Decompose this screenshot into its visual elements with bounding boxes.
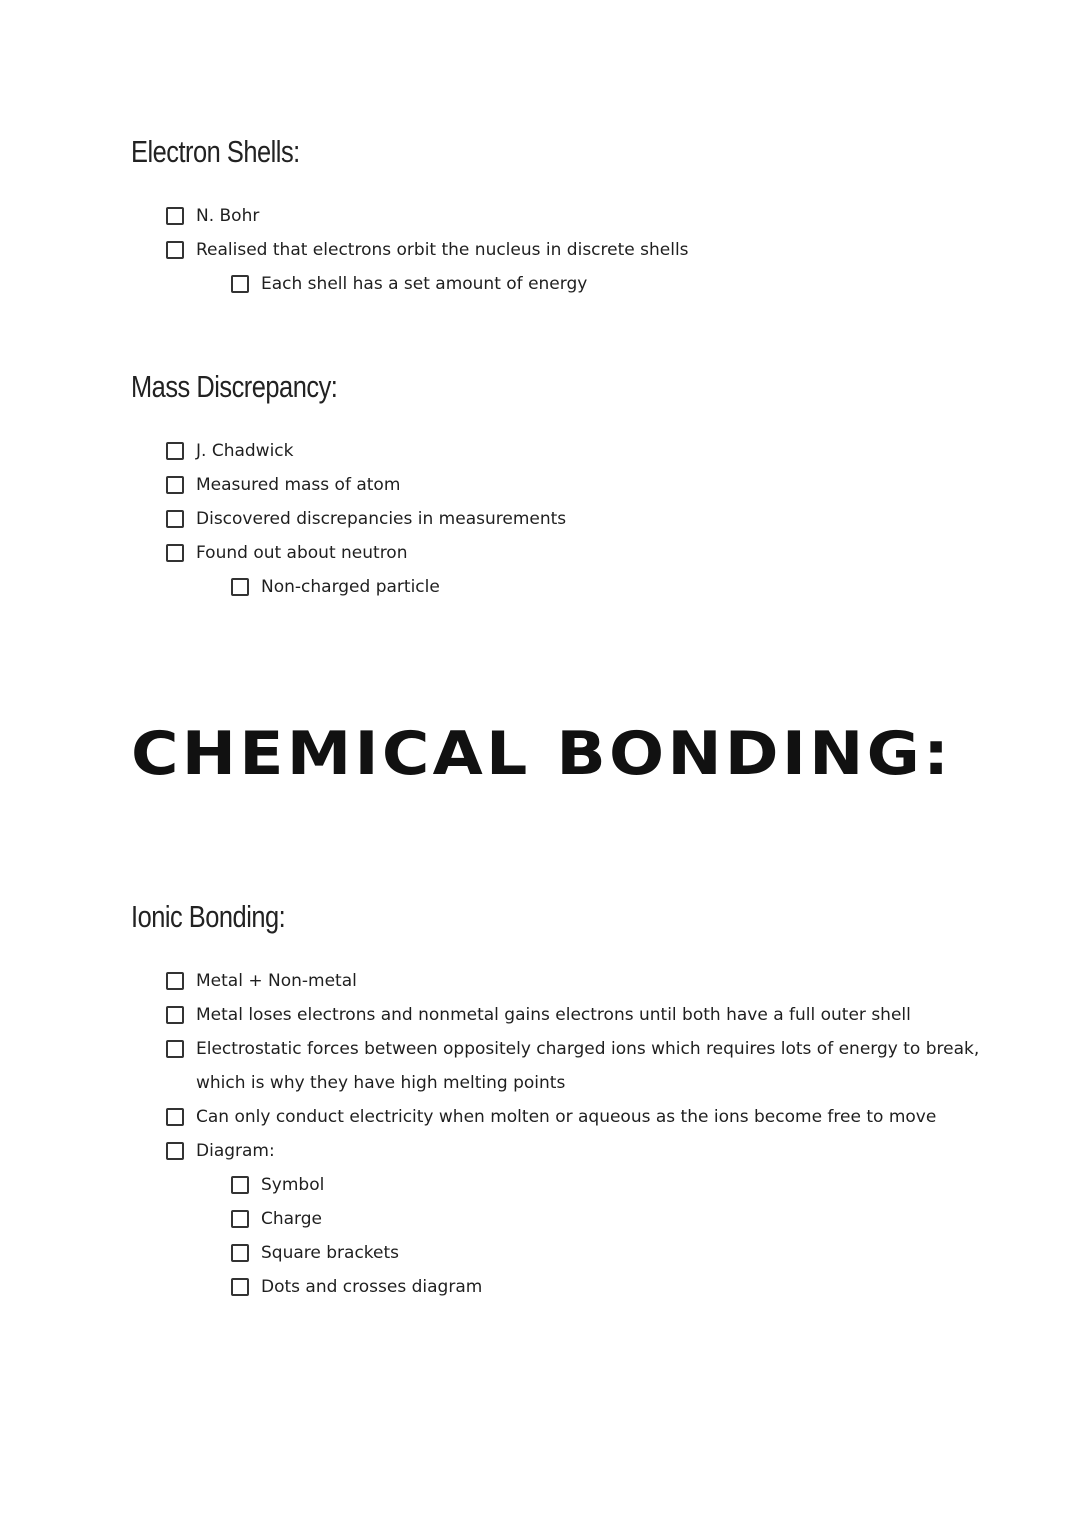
heading-ionic-bonding: Ionic Bonding: — [131, 899, 286, 934]
page-title-chemical-bonding: CHEMICAL BONDING: — [131, 719, 953, 789]
checkbox-unchecked-icon[interactable] — [231, 1210, 249, 1228]
checklist-item-label: Diagram: — [196, 1141, 275, 1161]
checkbox-unchecked-icon[interactable] — [166, 207, 184, 225]
checklist-item-label: Metal + Non-metal — [196, 971, 357, 991]
checkbox-unchecked-icon[interactable] — [166, 241, 184, 259]
checkbox-unchecked-icon[interactable] — [166, 972, 184, 990]
checklist-item-label: Discovered discrepancies in measurements — [196, 509, 567, 529]
checkbox-unchecked-icon[interactable] — [166, 510, 184, 528]
checklist-item-label: Can only conduct electricity when molten or aqueous as the ions become free to move — [196, 1107, 937, 1127]
heading-electron-shells: Electron Shells: — [131, 134, 300, 169]
checkbox-unchecked-icon[interactable] — [166, 1040, 184, 1058]
checklist-item-label: Dots and crosses diagram — [261, 1277, 483, 1297]
heading-mass-discrepancy: Mass Discrepancy: — [131, 369, 338, 404]
checklist-item-label: Square brackets — [261, 1243, 400, 1263]
checklist-item-label: Metal loses electrons and nonmetal gains electrons until both have a full outer shell — [196, 1005, 911, 1025]
checkbox-unchecked-icon[interactable] — [231, 1244, 249, 1262]
checkbox-unchecked-icon[interactable] — [166, 476, 184, 494]
checklist-item-label: Charge — [261, 1209, 323, 1229]
checkbox-unchecked-icon[interactable] — [231, 1176, 249, 1194]
checkbox-unchecked-icon[interactable] — [231, 1278, 249, 1296]
checkbox-unchecked-icon[interactable] — [166, 544, 184, 562]
checklist-item-label: Non-charged particle — [261, 577, 440, 597]
checklist-item-label: Symbol — [261, 1175, 325, 1195]
checkbox-unchecked-icon[interactable] — [231, 275, 249, 293]
checklist-item-label: N. Bohr — [196, 206, 260, 226]
checklist-item-label: Found out about neutron — [196, 543, 408, 563]
checklist-item-label: Realised that electrons orbit the nucleus in discrete shells — [196, 240, 689, 260]
checklist-item-label: Measured mass of atom — [196, 475, 401, 495]
checklist-item-label-continued: which is why they have high melting points — [196, 1073, 566, 1093]
checkbox-unchecked-icon[interactable] — [166, 442, 184, 460]
checklist-item-label: J. Chadwick — [196, 441, 294, 461]
checkbox-unchecked-icon[interactable] — [231, 578, 249, 596]
checkbox-unchecked-icon[interactable] — [166, 1108, 184, 1126]
checkbox-unchecked-icon[interactable] — [166, 1006, 184, 1024]
checklist-item-label: Electrostatic forces between oppositely charged ions which requires lots of energy to break, — [196, 1039, 980, 1059]
checkbox-unchecked-icon[interactable] — [166, 1142, 184, 1160]
checklist-item-label: Each shell has a set amount of energy — [261, 274, 588, 294]
